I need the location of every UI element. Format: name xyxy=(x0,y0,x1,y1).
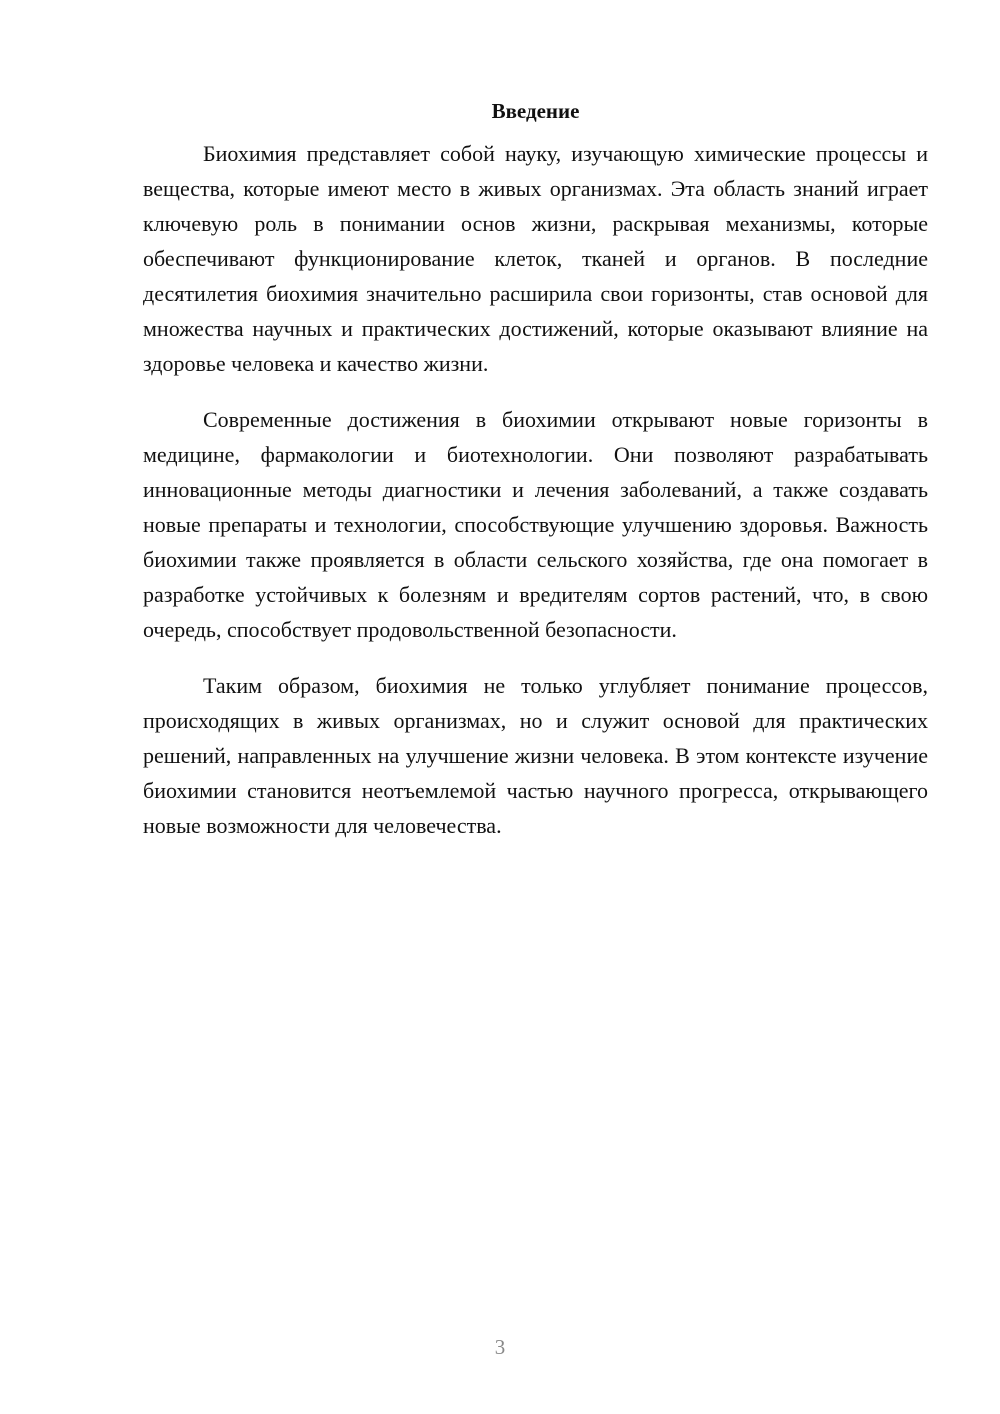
paragraph-3: Таким образом, биохимия не только углубляет понимание процессов, происходящих в живых организмах, но и служит основой для практических решений, направленных на улучшение жизни человека. В этом контексте изучение биохимии становится неотъемлемой частью научного прогресса, открывающего новые возможности для человечества. xyxy=(143,673,928,838)
document-body xyxy=(143,96,928,864)
page-number: 3 xyxy=(494,1335,506,1359)
paragraph-1: Биохимия представляет собой науку, изучающую химические процессы и вещества, которые имеют место в живых организмах. Эта область знаний играет ключевую роль в понимании основ жизни, раскрывая механизмы, которые обеспечивают функционирование клеток, тканей и органов. В последние десятилетия биохимия значительно расширила свои горизонты, став основой для множества научных и практических достижений, которые оказывают влияние на здоровье человека и качество жизни. xyxy=(143,141,928,376)
paragraph-2: Современные достижения в биохимии открывают новые горизонты в медицине, фармакологии и биотехнологии. Они позволяют разрабатывать инновационные методы диагностики и лечения заболеваний, а также создавать новые препараты и технологии, способствующие улучшению здоровья. Важность биохимии также проявляется в области сельского хозяйства, где она помогает в разработке устойчивых к болезням и вредителям сортов растений, что, в свою очередь, способствует продовольственной безопасности. xyxy=(143,407,928,642)
page-title: Введение xyxy=(491,99,580,123)
